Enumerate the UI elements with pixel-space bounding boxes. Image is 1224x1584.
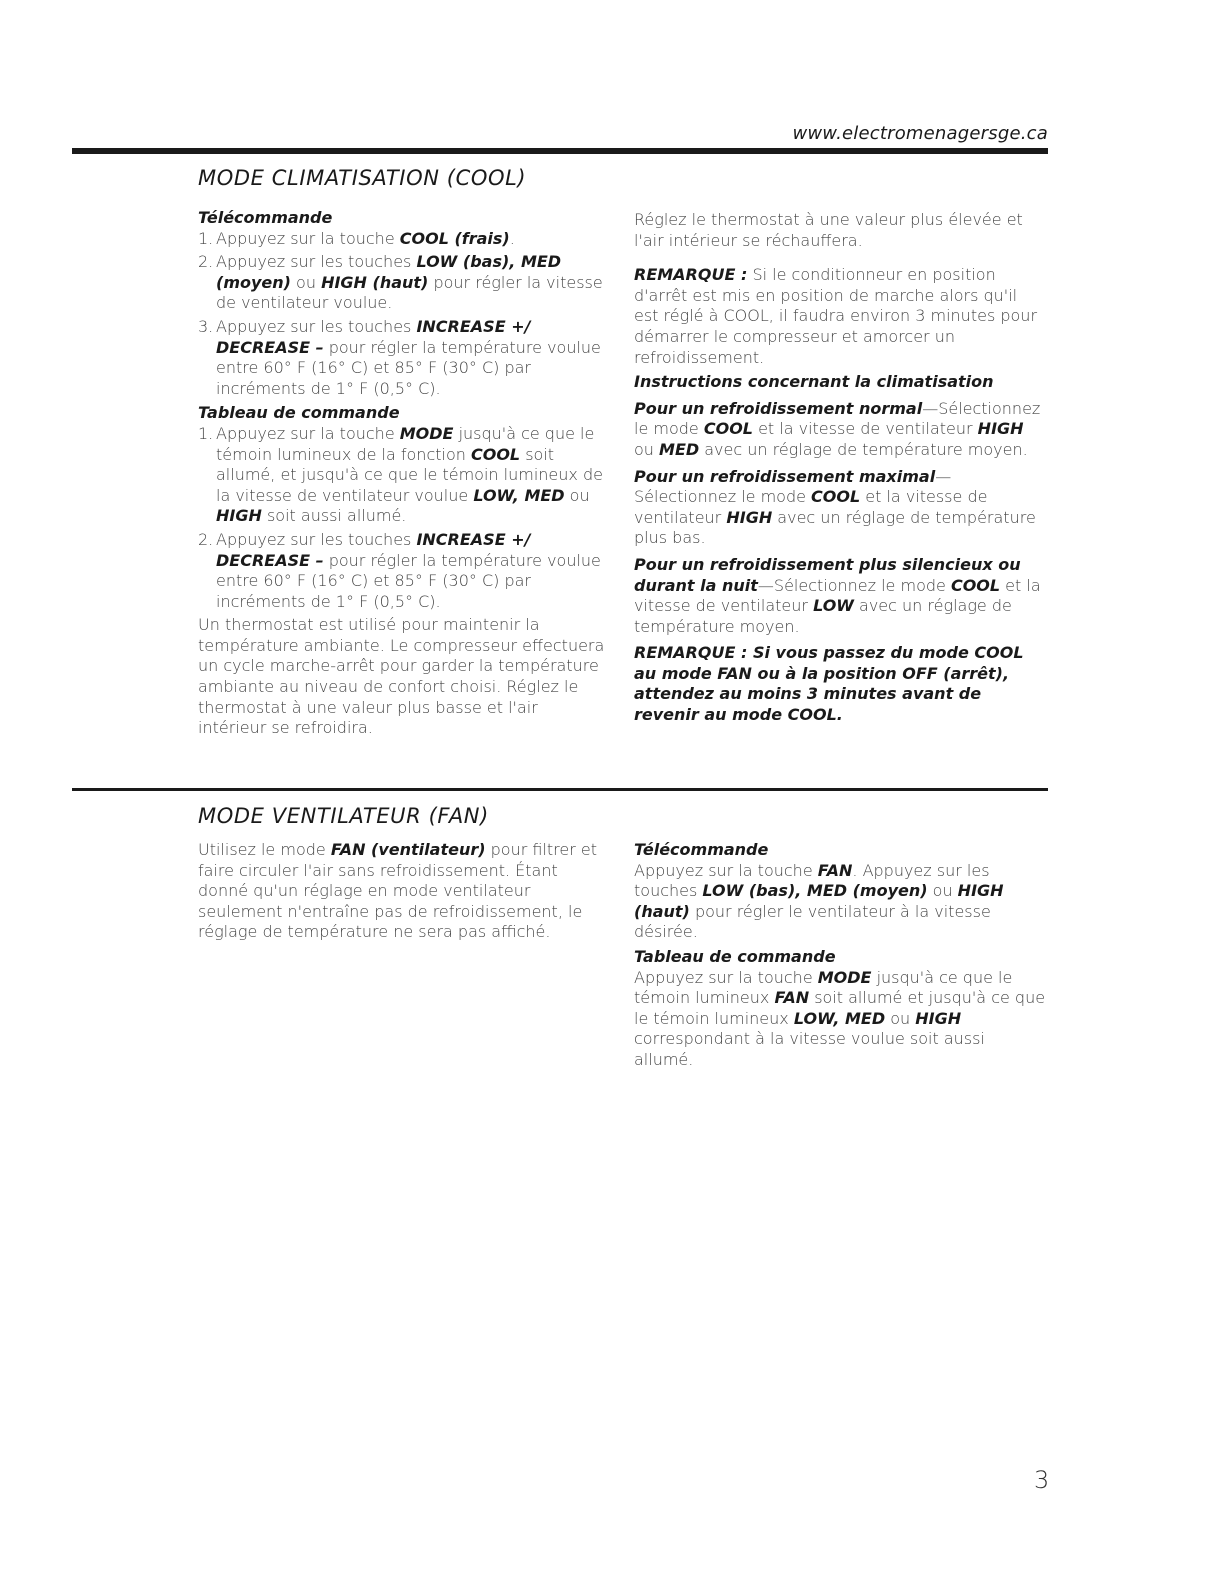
maximal-cooling-paragraph: Pour un refroidissement maximal—Sélectionnez le mode COOL et la vitesse de ventilateur HIGH avec un réglage de température plus bas. [634, 466, 1036, 548]
thermostat-paragraph: Un thermostat est utilisé pour maintenir la température ambiante. Le compresseur effectuera un cycle marche-arrêt pour garder la température ambiante au niveau de confort choisi. Réglez le thermostat à une valeur plus basse et l'air intérieur se refroidira. [198, 615, 605, 738]
cool-panel-list [198, 424, 608, 612]
normal-cooling-paragraph: Pour un refroidissement normal—Sélectionnez le mode COOL et la vitesse de ventilateur HIGH ou MED avec un réglage de température moyen. [634, 398, 1041, 459]
cool-note-2: REMARQUE : Si vous passez du mode COOL au mode FAN ou à la position OFF (arrêt), attendez au moins 3 minutes avant de revenir au mode COOL. [634, 643, 1024, 725]
top-rule [72, 148, 1048, 154]
list-item: 1. Appuyez sur la touche MODE jusqu'à ce que le témoin lumineux de la fonction COOL soit allumé, et jusqu'à ce que le témoin lumineux de la vitesse de ventilateur voulue LOW, MED ou HIGH soit aussi allumé. [198, 423, 603, 526]
fan-left-column [198, 840, 610, 943]
list-item: 3. Appuyez sur les touches INCREASE +/ DECREASE – pour régler la température voulue entre 60° F (16° C) et 85° F (30° C) par incréments de 1° F (0,5° C). [198, 316, 601, 398]
cool-section-title: MODE CLIMATISATION (COOL) [198, 166, 527, 190]
fan-remote-heading: Télécommande [634, 840, 769, 859]
cool-remote-list [198, 229, 608, 400]
cool-right-intro: Réglez le thermostat à une valeur plus élevée et l'air intérieur se réchauffera. [634, 210, 1023, 250]
instructions-heading: Instructions concernant la climatisation [634, 372, 994, 392]
fan-section-title: MODE VENTILATEUR (FAN) [198, 804, 489, 828]
page-number: 3 [1034, 1466, 1050, 1494]
fan-intro-paragraph: Utilisez le mode FAN (ventilateur) pour filtrer et faire circuler l'air sans refroidissement. Étant donné qu'un réglage en mode ventilateur seulement n'entraîne pas de refroidissement, le réglage de température ne sera pas affiché. [198, 840, 598, 942]
fan-panel-paragraph: Appuyez sur la touche MODE jusqu'à ce que le témoin lumineux FAN soit allumé et jusqu'à ce que le témoin lumineux LOW, MED ou HIGH correspondant à la vitesse voulue soit aussi allumé. [634, 967, 1046, 1069]
list-item: 2. Appuyez sur les touches LOW (bas), MED (moyen) ou HIGH (haut) pour régler la vitesse de ventilateur voulue. [198, 252, 603, 313]
cool-panel-heading: Tableau de commande [198, 403, 400, 423]
list-item: 1. Appuyez sur la touche COOL (frais). [198, 228, 515, 248]
cool-left-column [198, 208, 608, 739]
fan-remote-paragraph: Appuyez sur la touche FAN. Appuyez sur les touches LOW (bas), MED (moyen) ou HIGH (haut) pour régler le ventilateur à la vitesse désirée. [634, 860, 1004, 942]
fan-right-column [634, 840, 1046, 1071]
cool-right-column [634, 210, 1046, 726]
cool-note-1: REMARQUE : Si le conditionneur en position d'arrêt est mis en position de marche alors qu'il est réglé à COOL, il faudra environ 3 minutes pour démarrer le compresseur et amorcer un refroidissement. [634, 265, 1038, 367]
website-url: www.electromenagersge.ca [792, 123, 1048, 144]
cool-remote-heading: Télécommande [198, 208, 333, 227]
list-item: 2. Appuyez sur les touches INCREASE +/ DECREASE – pour régler la température voulue entre 60° F (16° C) et 85° F (30° C) par incréments de 1° F (0,5° C). [198, 529, 601, 611]
silent-cooling-paragraph: Pour un refroidissement plus silencieux ou durant la nuit—Sélectionnez le mode COOL et la vitesse de ventilateur LOW avec un réglage de température moyen. [634, 554, 1041, 636]
fan-panel-heading: Tableau de commande [634, 946, 836, 966]
section-divider [72, 788, 1048, 791]
